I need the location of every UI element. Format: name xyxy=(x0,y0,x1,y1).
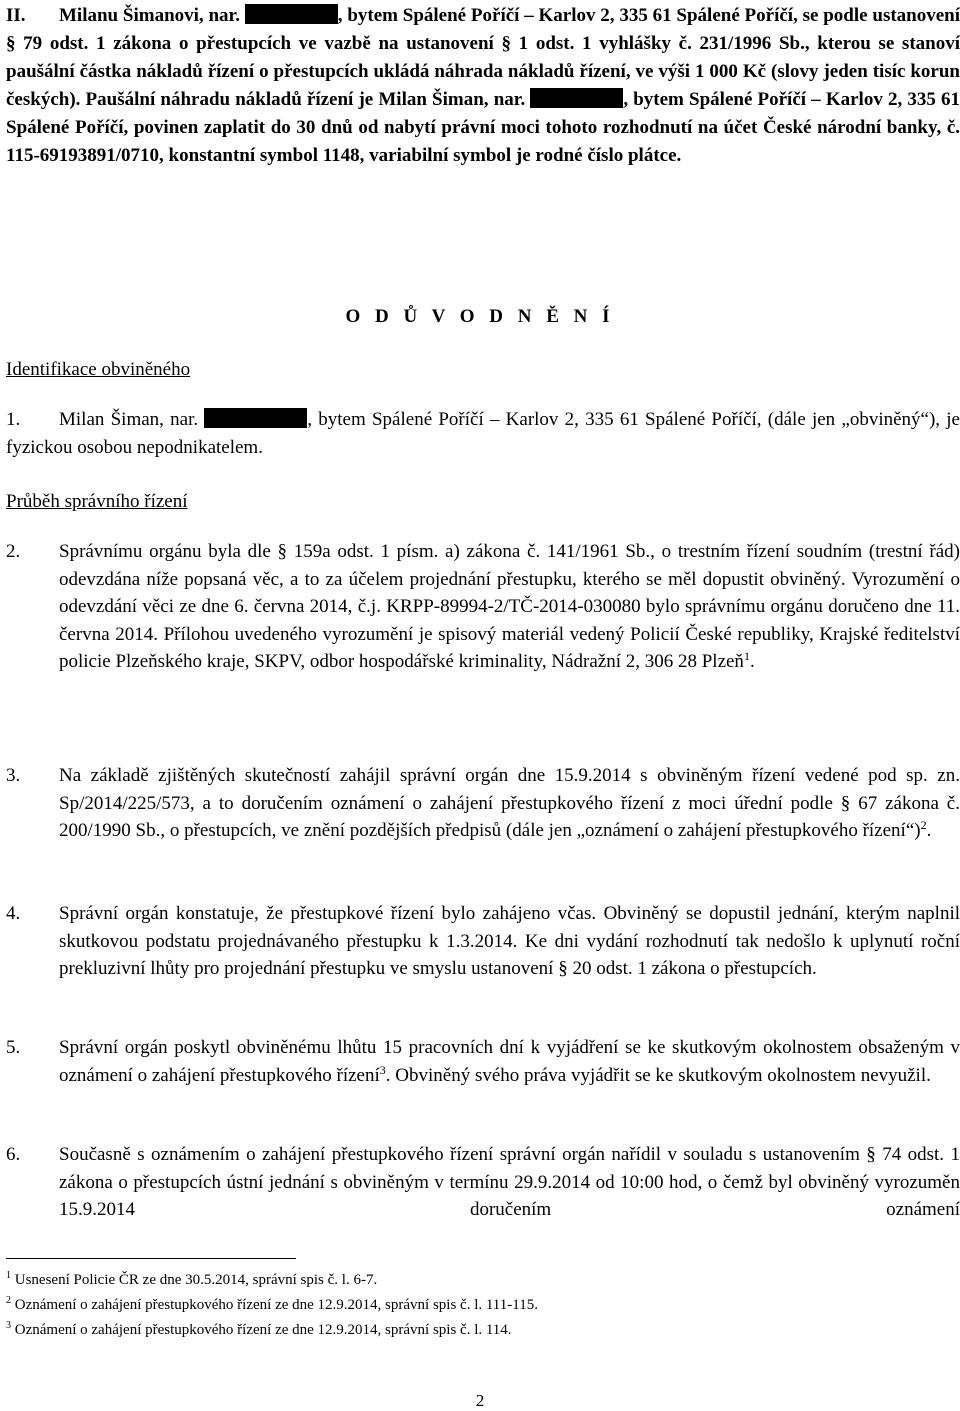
paragraph-text: Milan Šiman, nar. xyxy=(59,409,199,430)
section-text-1: , bytem Spálené Poříčí – Karlov 2, 335 61 Spálené Poříčí, se podle ustanovení § 79 odst. 1 zákona o přestupcích ve vazbě na ustanovení § 1 odst. 1 vyhlášky č. 231/1996 Sb., kterou se stanoví paušální částka nákladů řízení o přestupcích ukládá náhrada nákladů řízení, ve výši 1 000 Kč (slovy jeden tisíc korun českých). Paušální náhradu nákladů řízení je Milan Šiman, nar. xyxy=(6,5,960,110)
page-number: 2 xyxy=(475,1391,485,1410)
subheading-procedure: Průběh správního řízení xyxy=(6,491,188,512)
paragraph-number: 4. xyxy=(6,903,21,924)
footnote-ref: 1 xyxy=(743,649,750,664)
reasoning-heading: O D Ů V O D N Ě N Í xyxy=(345,306,615,327)
paragraph-text: , bytem Spálené Poříčí – Karlov 2, 335 61 Spálené Poříčí, (dále jen „obviněný“), je fyzickou osobou nepodnikatelem. xyxy=(6,409,960,458)
paragraph-6 xyxy=(6,1141,960,1224)
paragraph-text: Na základě zjištěných skutečností zahájil správní orgán dne 15.9.2014 s obviněným řízení vedené pod sp. zn. Sp/2014/225/573, a to doručením oznámení o zahájení přestupkového řízení z moci úřední podle § 67 zákona č. 200/1990 Sb., o přestupcích, ve znění pozdějších předpisů (dále jen „oznámení o zahájení přestupkového řízení“) xyxy=(59,765,960,842)
paragraph-number: 1. xyxy=(6,409,21,430)
footnote-mark: 2 xyxy=(6,1295,11,1306)
subheading-identification: Identifikace obviněného xyxy=(6,359,191,380)
footnote-3 xyxy=(6,1321,512,1339)
paragraph-text: Správní orgán poskytl obviněnému lhůtu 15 pracovních dní k vyjádření se ke skutkovým okolnostem obsaženým v oznámení o zahájení přestupkového řízení xyxy=(59,1037,960,1086)
section-name: Milanu Šimanovi, nar. xyxy=(59,5,240,26)
redacted-birthdate xyxy=(530,88,623,108)
paragraph-text: Správní orgán konstatuje, že přestupkové řízení bylo zahájeno včas. Obviněný se dopustil jednání, kterým naplnil skutkovou podstatu projednávaného přestupku k 1.3.2014. Ke dni vydání rozhodnutí tak nedošlo k uplynutí roční prekluzivní lhůty pro projednání přestupku ve smyslu ustanovení § 20 odst. 1 zákona o přestupcích. xyxy=(59,903,960,980)
footnote-text: Usnesení Policie ČR ze dne 30.5.2014, správní spis č. l. 6-7. xyxy=(14,1272,378,1288)
paragraph-text: Správnímu orgánu byla dle § 159a odst. 1 písm. a) zákona č. 141/1961 Sb., o trestním řízení soudním (trestní řád) odevzdána níže popsaná věc, a to za účelem projednání přestupku, kterého se měl dopustit obviněný. Vyrozumění o odevzdání věci ze dne 6. června 2014, č.j. KRPP-89994-2/TČ-2014-030080 bylo správnímu orgánu doručeno dne 11. června 2014. Přílohou uvedeného vyrozumění je spisový materiál vedený Policií České republiky, Krajské ředitelství policie Plzeňského kraje, SKPV, odbor hospodářské kriminality, Nádražní 2, 306 28 Plzeň xyxy=(59,541,960,673)
paragraph-number: 5. xyxy=(6,1037,21,1058)
section-text-2: , bytem Spálené Poříčí – Karlov 2, 335 61 Spálené Poříčí, povinen zaplatit do 30 dnů od nabytí právní moci tohoto rozhodnutí na účet České národní banky, č. 115-69193891/0710, konstantní symbol 1148, variabilní symbol je rodné číslo plátce. xyxy=(6,89,960,166)
footnote-2 xyxy=(6,1296,538,1314)
paragraph-number: 6. xyxy=(6,1144,21,1165)
paragraph-3 xyxy=(6,762,960,845)
paragraph-text: Současně s oznámením o zahájení přestupkového řízení správní orgán nařídil v souladu s ustanovením § 74 odst. 1 zákona o přestupcích ústní jednání s obviněným v termínu 29.9.2014 od 10:00 hod, o čemž byl obviněný vyrozuměn 15.9.2014 doručením oznámení xyxy=(59,1144,960,1221)
paragraph-end: . xyxy=(749,651,755,673)
footnote-separator xyxy=(6,1258,296,1259)
footnote-mark: 1 xyxy=(6,1270,11,1281)
decision-section-ii xyxy=(6,2,960,170)
paragraph-5 xyxy=(6,1034,960,1089)
paragraph-number: 3. xyxy=(6,765,21,786)
paragraph-number: 2. xyxy=(6,541,21,562)
paragraph-4 xyxy=(6,900,960,983)
footnote-text: Oznámení o zahájení přestupkového řízení ze dne 12.9.2014, správní spis č. l. 111-115. xyxy=(14,1297,538,1313)
footnote-1 xyxy=(6,1271,377,1289)
section-label: II. xyxy=(6,5,26,26)
redacted-birthdate xyxy=(245,4,338,24)
paragraph-1 xyxy=(6,406,960,461)
footnote-text: Oznámení o zahájení přestupkového řízení ze dne 12.9.2014, správní spis č. l. 114. xyxy=(14,1322,512,1338)
paragraph-end: . xyxy=(926,820,932,842)
paragraph-2 xyxy=(6,538,960,676)
redacted-birthdate xyxy=(204,408,307,428)
footnote-mark: 3 xyxy=(6,1320,11,1331)
footnote-ref: 3 xyxy=(379,1062,386,1077)
paragraph-text: . Obviněný svého práva vyjádřit se ke skutkovým okolnostem nevyužil. xyxy=(385,1064,931,1086)
footnote-ref: 2 xyxy=(920,818,927,833)
